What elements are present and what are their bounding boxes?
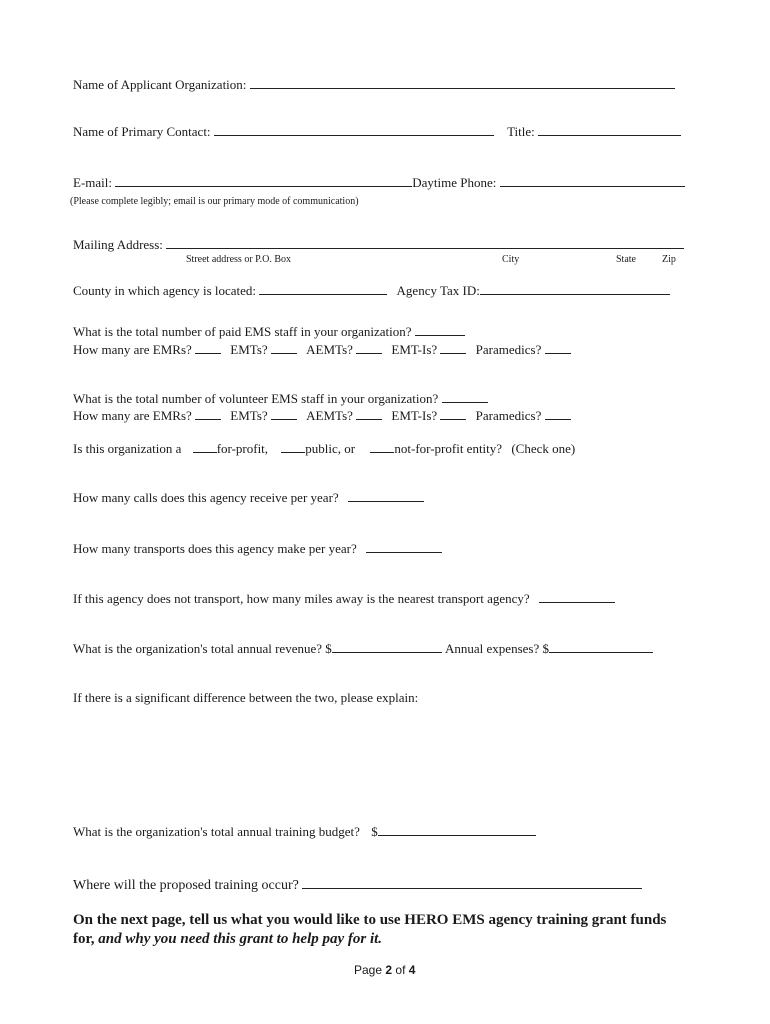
not-for-profit-check[interactable]: [370, 440, 394, 453]
paid-emrs-label: How many are EMRs?: [73, 342, 192, 357]
nearest-transport-label: If this agency does not transport, how many miles away is the nearest transport agency?: [73, 591, 530, 606]
transports-row: [73, 540, 442, 557]
email-field[interactable]: [115, 174, 412, 187]
paid-staff-question: What is the total number of paid EMS staff in your organization?: [73, 324, 412, 339]
paid-emt-is-label: EMT-Is?: [391, 342, 438, 357]
volunteer-staff-question: What is the total number of volunteer EMS staff in your organization?: [73, 391, 439, 406]
revenue-row: [73, 640, 653, 657]
applicant-org-row: [73, 76, 675, 93]
primary-contact-row: [73, 123, 681, 140]
nearest-transport-field[interactable]: [539, 590, 615, 603]
title-field[interactable]: [538, 123, 681, 136]
email-label: E-mail:: [73, 175, 112, 190]
training-location-row: [73, 876, 642, 894]
volunteer-aemts-field[interactable]: [356, 407, 382, 420]
volunteer-emrs-label: How many are EMRs?: [73, 408, 192, 423]
applicant-org-field[interactable]: [250, 76, 675, 89]
volunteer-emt-is-field[interactable]: [440, 407, 466, 420]
volunteer-emts-field[interactable]: [271, 407, 297, 420]
expenses-label: Annual expenses? $: [445, 641, 549, 656]
next-page-line2-a: for,: [73, 931, 95, 947]
mailing-address-field[interactable]: [166, 236, 684, 249]
expenses-field[interactable]: [549, 640, 653, 653]
page-of: of: [395, 963, 406, 977]
training-location-label: Where will the proposed training occur?: [73, 878, 299, 893]
mailing-address-row: [73, 236, 684, 253]
next-page-line2-b: and why you need this grant to help pay for it.: [98, 931, 383, 947]
paid-emts-field[interactable]: [271, 341, 297, 354]
page-total: 4: [408, 963, 416, 977]
difference-label: If there is a significant difference between the two, please explain:: [73, 690, 419, 705]
title-label: Title:: [507, 124, 535, 139]
entity-type-prefix: Is this organization a: [73, 441, 182, 456]
for-profit-label: for-profit,: [216, 441, 269, 456]
paid-emts-label: EMTs?: [230, 342, 268, 357]
email-row: [73, 174, 685, 191]
volunteer-staff-row: [73, 390, 488, 407]
volunteer-staff-total-field[interactable]: [442, 390, 488, 403]
paid-staff-breakdown-row: [73, 341, 571, 358]
next-page-line2: [73, 930, 382, 949]
daytime-phone-field[interactable]: [500, 174, 685, 187]
calls-row: [73, 489, 424, 506]
zip-sublabel: Zip: [662, 254, 676, 265]
paid-aemts-field[interactable]: [356, 341, 382, 354]
page-number: [354, 962, 415, 978]
nearest-transport-row: [73, 590, 615, 607]
paid-aemts-label: AEMTs?: [306, 342, 353, 357]
revenue-label: What is the organization's total annual revenue? $: [73, 641, 332, 656]
public-label: public, or: [305, 441, 356, 456]
volunteer-staff-breakdown-row: [73, 407, 571, 424]
volunteer-emts-label: EMTs?: [230, 408, 268, 423]
training-budget-label: What is the organization's total annual training budget?: [73, 824, 360, 839]
not-for-profit-label: not-for-profit entity?: [394, 441, 503, 456]
volunteer-emt-is-label: EMT-Is?: [391, 408, 438, 423]
email-note: (Please complete legibly; email is our primary mode of communication): [70, 196, 359, 207]
daytime-phone-label: Daytime Phone:: [412, 175, 497, 190]
paid-staff-total-field[interactable]: [415, 323, 465, 336]
paid-emrs-field[interactable]: [195, 341, 221, 354]
transports-field[interactable]: [366, 540, 442, 553]
primary-contact-label: Name of Primary Contact:: [73, 124, 211, 139]
transports-label: How many transports does this agency make per year?: [73, 541, 357, 556]
city-sublabel: City: [502, 254, 520, 265]
check-one-note: (Check one): [511, 441, 576, 456]
state-sublabel: State: [616, 254, 636, 265]
revenue-field[interactable]: [332, 640, 442, 653]
public-check[interactable]: [281, 440, 305, 453]
county-field[interactable]: [259, 282, 387, 295]
volunteer-paramedics-field[interactable]: [545, 407, 571, 420]
paid-paramedics-field[interactable]: [545, 341, 571, 354]
training-budget-row: [73, 823, 536, 840]
training-budget-dollar: $: [371, 824, 378, 839]
county-row: [73, 282, 670, 299]
paid-staff-row: [73, 323, 465, 340]
next-page-line1: On the next page, tell us what you would like to use HERO EMS agency training grant funds: [73, 912, 667, 928]
entity-type-row: [73, 440, 575, 457]
primary-contact-field[interactable]: [214, 123, 494, 136]
volunteer-aemts-label: AEMTs?: [306, 408, 353, 423]
county-label: County in which agency is located:: [73, 283, 257, 298]
calls-field[interactable]: [348, 489, 424, 502]
applicant-org-label: Name of Applicant Organization:: [73, 77, 247, 92]
paid-emt-is-field[interactable]: [440, 341, 466, 354]
page-current: 2: [385, 963, 393, 977]
page-word: Page: [354, 963, 383, 977]
mailing-address-label: Mailing Address:: [73, 237, 163, 252]
volunteer-paramedics-label: Paramedics?: [475, 408, 542, 423]
difference-explanation-area[interactable]: [73, 712, 693, 812]
street-sublabel: Street address or P.O. Box: [186, 254, 291, 265]
tax-id-label: Agency Tax ID:: [396, 283, 480, 298]
calls-label: How many calls does this agency receive per year?: [73, 490, 339, 505]
training-location-field[interactable]: [302, 876, 642, 889]
tax-id-field[interactable]: [480, 282, 670, 295]
for-profit-check[interactable]: [193, 440, 217, 453]
training-budget-field[interactable]: [378, 823, 536, 836]
paid-paramedics-label: Paramedics?: [475, 342, 542, 357]
volunteer-emrs-field[interactable]: [195, 407, 221, 420]
